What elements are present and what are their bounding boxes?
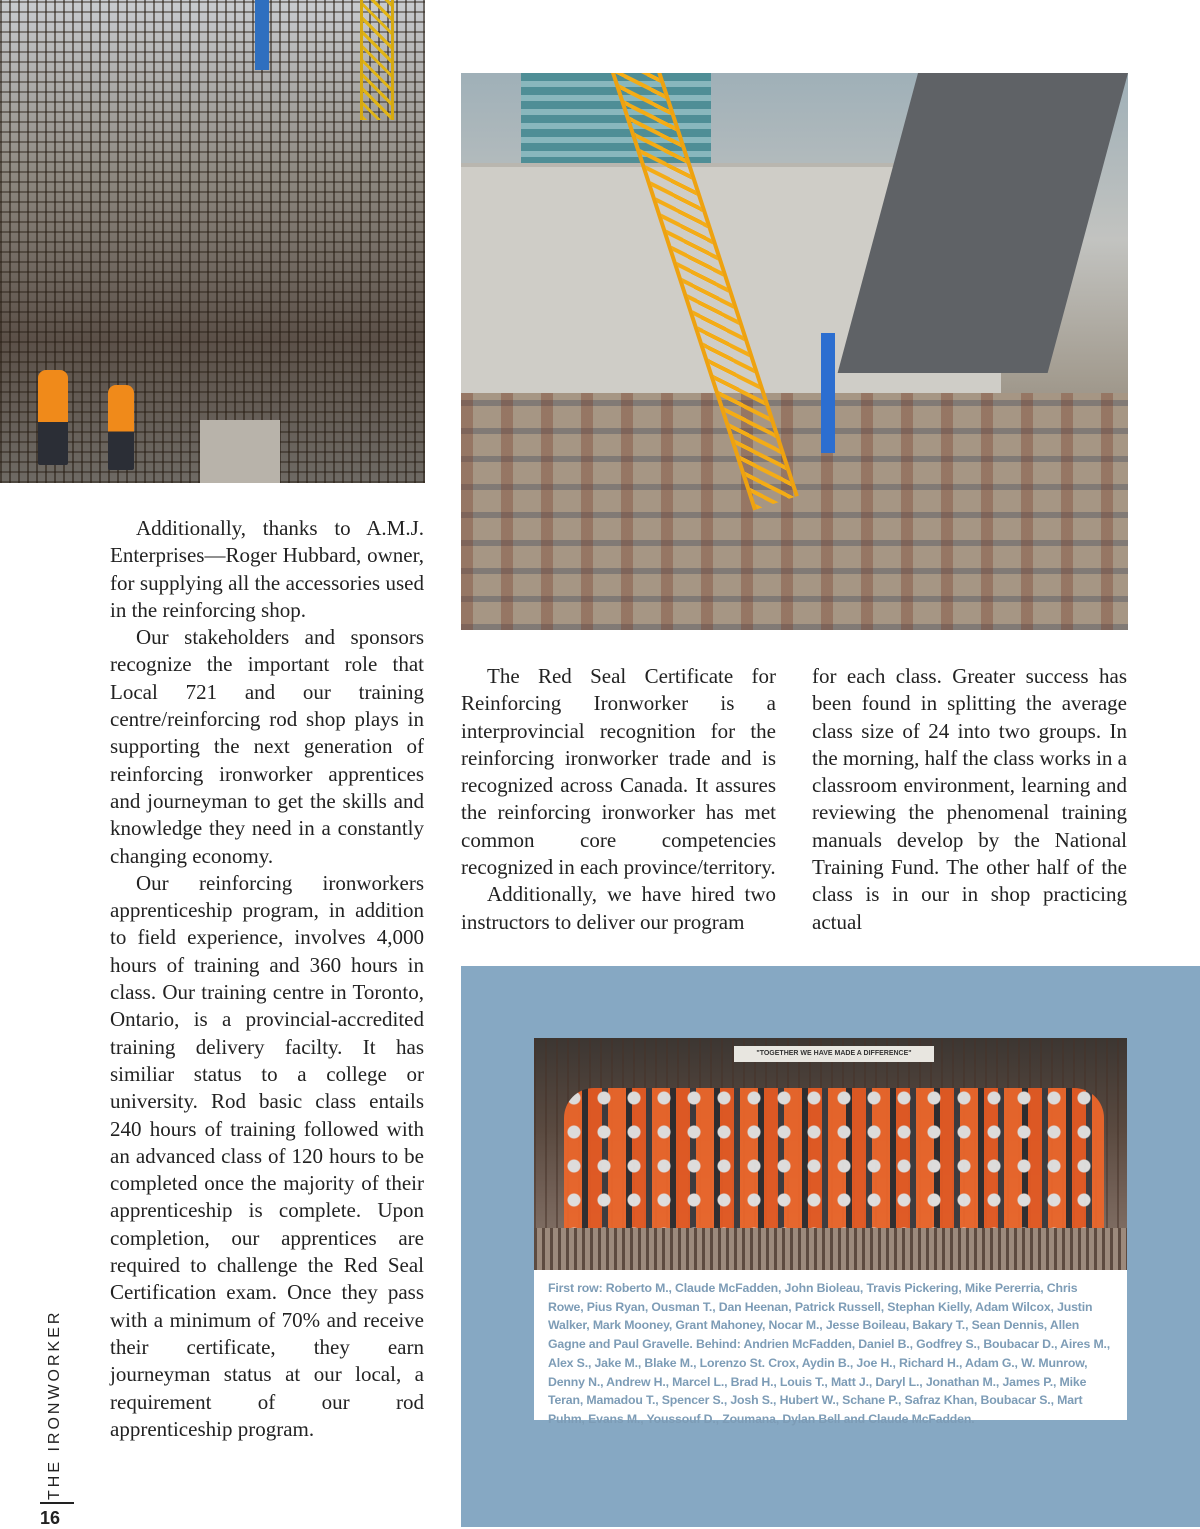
folio-rule: [40, 1502, 74, 1504]
paragraph: Our reinforcing ironworkers apprenticeship program, in addition to field experience, involves 4,000 hours of training and 360 hours in class. Our training centre in Toronto, Ontario, is a provincial-accredited training delivery facilty. It has similiar status to a college or university. Rod basic class entails 240 hours of training followed with an advanced class of 120 hours to be completed once the majority of their apprenticeship is complete. Upon completion, our apprentices are required to challenge the Red Seal Certification exam. Once they pass with a minimum of 70% and receive their certificate, they earn journeyman status at our local, a requirement of our rod apprenticeship program.: [110, 870, 424, 1441]
crowd-of-ironworkers: [564, 1088, 1104, 1238]
rebar-cage-photo: [0, 0, 425, 483]
crane-mast: [360, 0, 394, 120]
paragraph: The Red Seal Certificate for Reinforcing Ironworker is a interprovincial recognition for the reinforcing ironworker trade and is recognized across Canada. It assures the reinforcing ironworker has met common core competencies recognized in each province/territory.: [461, 664, 776, 880]
group-photo: [534, 1038, 1127, 1270]
paragraph: for each class. Greater success has been found in splitting the average class size of 24 into two groups. In the morning, half the class works in a classroom environment, learning and reviewing the phenomenal training manuals develop by the National Training Fund. The other half of the class is in our in shop practicing actual: [812, 664, 1127, 934]
article-column-middle: [461, 663, 776, 936]
page-number: 16: [40, 1508, 61, 1528]
group-banner: "TOGETHER WE HAVE MADE A DIFFERENCE": [734, 1046, 934, 1062]
photo-caption-box: [534, 1270, 1127, 1426]
site-deck: [461, 393, 1128, 630]
article-column-left: [110, 515, 424, 1443]
paragraph: Our stakeholders and sponsors recognize the important role that Local 721 and our training centre/reinforcing rod shop plays in supporting the next generation of reinforcing ironworker apprentices and journeyman to get the skills and knowledge they need in a constantly changing economy.: [110, 625, 424, 868]
running-title: THE IRONWORKER: [46, 1309, 63, 1500]
concrete-block: [200, 420, 280, 483]
worker-figure: [108, 385, 134, 470]
worker-figure: [38, 370, 68, 465]
paragraph: Additionally, thanks to A.M.J. Enterprises—Roger Hubbard, owner, for supplying all the accessories used in the reinforcing shop.: [110, 516, 424, 622]
highway: [838, 73, 1128, 373]
paragraph: Additionally, we have hired two instructors to deliver our program: [461, 882, 776, 934]
blue-pole: [255, 0, 269, 70]
photo-caption: First row: Roberto M., Claude McFadden, John Bioleau, Travis Pickering, Mike Pererria, Chris Rowe, Pius Ryan, Ousman T., Dan Heenan, Patrick Russell, Stephan Kielly, Adam Wilcox, Justin Walker, Mark Mooney, Grant Mahoney, Nocar M., Jesse Boileau, Bakary T., Sean Dennis, Allen Gagne and Paul Gravelle. Behind: Andrien McFadden, Daniel B., Godfrey S., Boubacar D., Aires M., Alex S., Jake M., Blake M., Lorenzo St. Crox, Aydin B., Joe H., Richard H., Adam G., W. Munrow, Denny N., Andrew H., Marcel L., Brad H., Louis T., Matt J., Daryl L., Jonathan M., James P., Mike Teran, Mamadou T., Spencer S., Josh S., Hubert W., Schane P., Safraz Khan, Boubacar S., Mart Puhm, Evans M., Youssouf D., Zoumana, Dylan Bell and Claude McFadden.: [548, 1281, 1111, 1426]
blue-mast: [821, 333, 835, 453]
article-column-right: [812, 663, 1127, 936]
rebar-floor: [534, 1228, 1127, 1270]
construction-site-photo: [461, 73, 1128, 630]
